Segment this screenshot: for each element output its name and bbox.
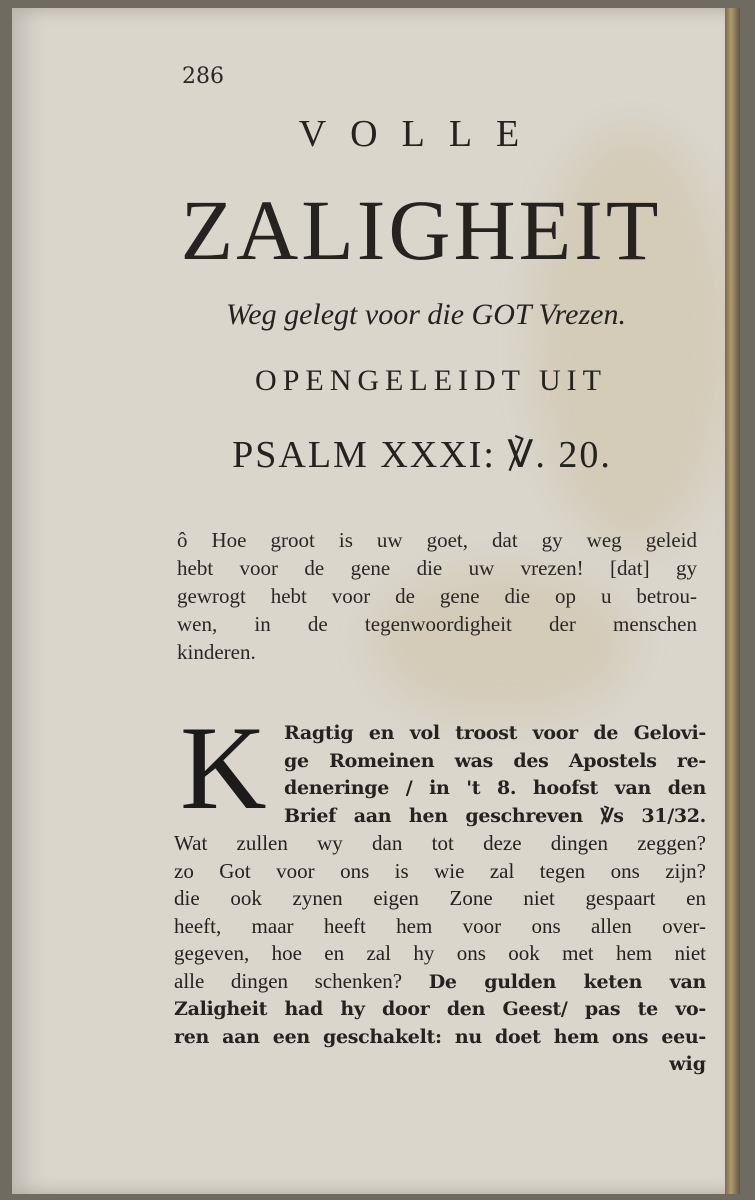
body-line-blackletter: De gulden keten van (428, 970, 707, 993)
body-line: heeft, maar heeft hem voor ons allen over- (174, 913, 706, 938)
body-line: die ook zynen eigen Zone niet gespaart en (174, 886, 706, 910)
body-line: ge Romeinen was des Apostels re- (284, 749, 706, 772)
scripture-verse (177, 526, 697, 666)
verse-line: wen, in de tegenwoordigheit der menschen (177, 612, 697, 636)
body-line: deneringe / in 't 8. hoofst van den (284, 777, 706, 799)
body-line (174, 968, 706, 997)
catchword: wig (669, 1053, 706, 1075)
title-subtitle: Weg gelegt voor die GOT Vrezen. (226, 298, 626, 331)
body-text (174, 720, 706, 1079)
title-line-volle: VOLLE (298, 113, 544, 155)
body-line: Brief aan hen geschreven ℣s 31/32. (284, 804, 706, 827)
verse-line: hebt voor de gene die uw vrezen! [dat] gy (177, 556, 697, 580)
page-edge (725, 8, 740, 1194)
title-line-psalm: PSALM XXXI: ℣. 20. (232, 434, 612, 476)
body-line: ren aan een geschakelt: nu doet hem ons eeu- (174, 1025, 706, 1048)
body-line: Wat zullen wy dan tot deze dingen zeggen? (174, 831, 706, 855)
verse-line: gewrogt hebt voor de gene die op u betrou- (177, 584, 697, 608)
verse-line: ô Hoe groot is uw goet, dat gy weg geleid (177, 528, 697, 552)
body-line: zo Got voor ons is wie zal tegen ons zijn? (174, 858, 706, 883)
verse-line: kinderen. (177, 640, 256, 664)
drop-cap: K (180, 701, 267, 834)
body-line-roman: alle dingen schenken? (174, 968, 403, 993)
page-number: 286 (182, 64, 224, 89)
book-page (12, 8, 740, 1194)
body-line: Ragtig en vol troost voor de Gelovi- (284, 722, 706, 744)
body-line: Zaligheit had hy door den Geest/ pas te vo- (174, 998, 706, 1020)
body-line: gegeven, hoe en zal hy ons ook met hem niet (174, 941, 706, 965)
title-line-zaligheit: ZALIGHEIT (180, 182, 662, 278)
title-line-opengeleidt: OPENGELEIDT UIT (255, 364, 607, 397)
